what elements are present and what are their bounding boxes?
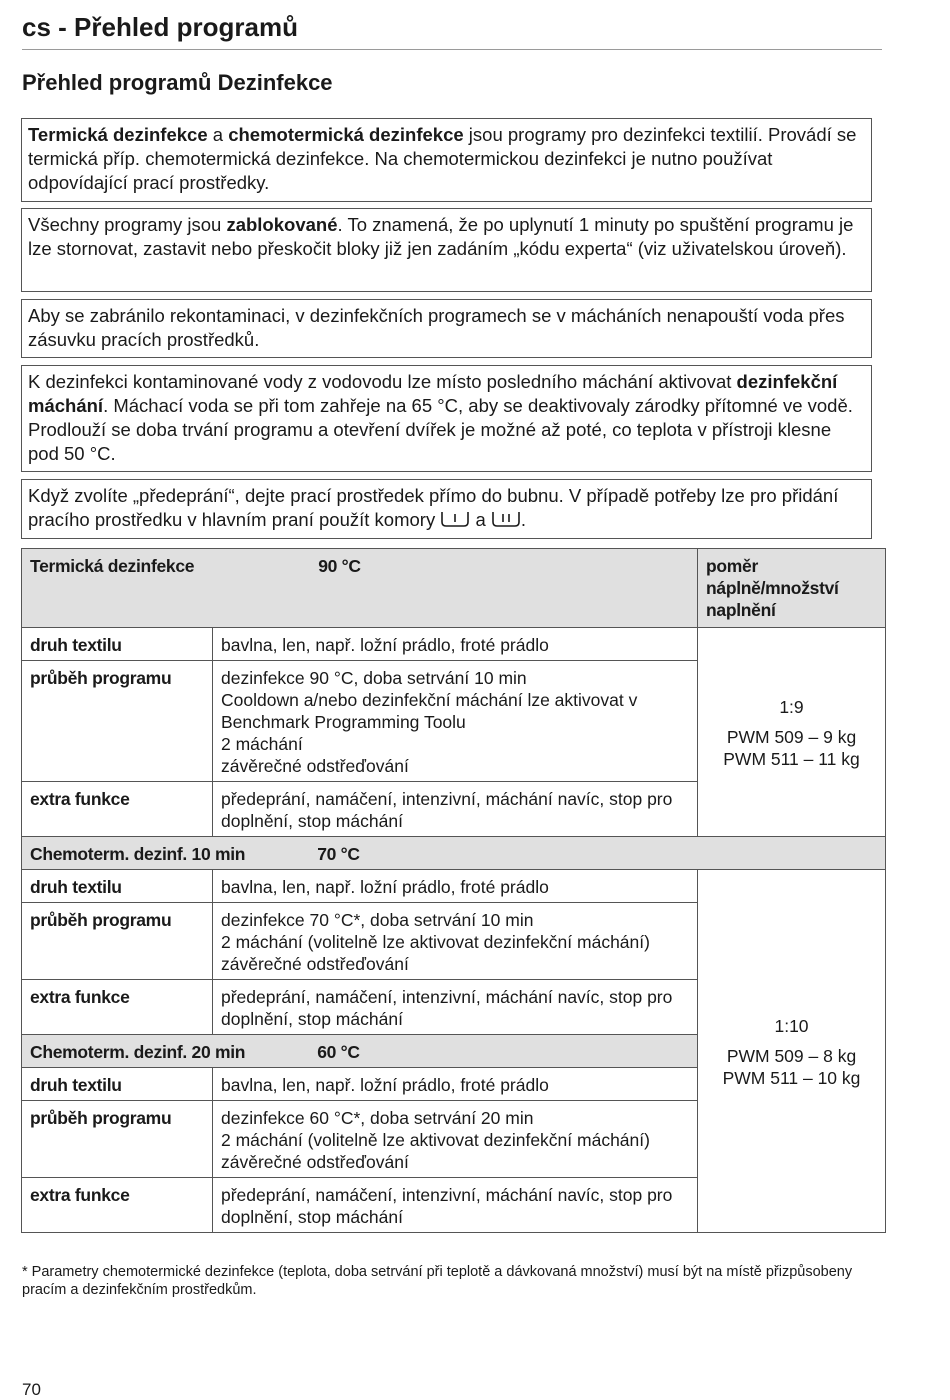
row-value [213,661,698,782]
row-value [213,903,698,980]
compartment-1-icon [440,510,470,528]
row-value: bavlna, len, např. ložní prádlo, froté prádlo [213,870,698,903]
course-step: závěrečné odstřeďování [221,1152,409,1172]
program-header-chemo-10 [22,837,886,870]
course-step: 2 máchání (volitelně lze aktivovat dezinfekční máchání) [221,1130,650,1150]
row-label: extra funkce [22,782,213,837]
box-text: Všechny programy jsou [28,214,227,235]
bold-term-disinfection-rinse: dezinfekční máchání [28,371,838,416]
course-step: 2 máchání [221,734,303,754]
page-number: 70 [22,1380,41,1399]
info-box-locked-programs [21,208,872,292]
info-box-recontamination [21,299,872,358]
row-value: předeprání, namáčení, intenzivní, máchání navíc, stop pro doplnění, stop máchání [213,980,698,1035]
row-value: bavlna, len, např. ložní prádlo, froté prádlo [213,628,698,661]
row-value: předeprání, namáčení, intenzivní, máchání navíc, stop pro doplnění, stop máchání [213,1178,698,1233]
program-table [21,548,886,1233]
box-text: a [470,509,491,530]
row-label: průběh programu [22,1101,213,1178]
row-label: druh textilu [22,1068,213,1101]
header-divider [22,49,882,50]
box-text: Aby se zabránilo rekontaminaci, v dezinfekčních programech se v mácháních nenapouští voda přes zásuvku pracích prostředků. [28,305,845,350]
load-capacity: PWM 509 – 8 kg [726,1046,857,1066]
info-box-prewash [21,479,872,539]
program-header-cell [22,549,698,628]
section-title: Přehled programů Dezinfekce [22,70,333,95]
program-name: Termická dezinfekce [30,556,195,576]
program-header-thermal [22,549,886,628]
box-text: Když zvolíte „předeprání“, dejte prací prostředek přímo do bubnu. V případě potřeby lze pro přidání pracího prostředku v hlavním praní použít komory [28,485,839,530]
course-step: závěrečné odstřeďování [221,954,409,974]
row-value: bavlna, len, např. ložní prádlo, froté prádlo [213,1068,698,1101]
page-header-title: cs - Přehled programů [22,12,298,42]
program-header-cell [22,837,886,870]
row-label: druh textilu [22,628,213,661]
compartment-2-icon [491,510,521,528]
box-text: jsou programy pro dezinfekci textilií. Provádí se termická příp. chemotermická dezinfekce. Na chemotermickou dezinfekci je nutno používat odpovídající prací prostředky. [28,124,857,193]
bold-term-locked: zablokované [226,214,338,235]
load-ratio-cell [698,628,886,837]
program-name: Chemoterm. dezinf. 10 min [30,844,246,864]
row-label: druh textilu [22,870,213,903]
program-temperature: 70 °C [317,844,360,864]
box-text: . [520,509,527,530]
row-label: průběh programu [22,903,213,980]
program-temperature: 60 °C [317,1042,360,1062]
load-capacity: PWM 509 – 9 kg [726,727,857,747]
course-step: Cooldown a/nebo dezinfekční máchání lze aktivovat v Benchmark Programming Toolu [221,690,638,732]
course-step: dezinfekce 60 °C*, doba setrvání 20 min [221,1108,534,1128]
course-step: dezinfekce 90 °C, doba setrvání 10 min [221,668,527,688]
box-text: a [207,124,229,145]
box-text: . To znamená, že po uplynutí 1 minuty po spuštění programu je lze stornovat, zastavit nebo přeskočit bloky již jen zadáním „kódu experta“ (viz uživatelskou úroveň). [28,214,854,259]
row-label: extra funkce [22,1178,213,1233]
program-temperature: 90 °C [318,556,361,576]
info-box-disinfection-intro [21,118,872,202]
course-step: závěrečné odstřeďování [221,756,409,776]
box-text: . Máchací voda se při tom zahřeje na 65 °C, aby se deaktivovaly zárodky přítomné ve vodě. Prodlouží se doba trvání programu a otevření dvířek je možné až poté, co teplota v přístroji klesne pod 50 °C. [28,395,853,464]
bold-term-thermal: Termická dezinfekce [28,124,208,145]
row-value: předeprání, namáčení, intenzivní, máchání navíc, stop pro doplnění, stop máchání [213,782,698,837]
program-name: Chemoterm. dezinf. 20 min [30,1042,246,1062]
load-ratio-cell [698,870,886,1233]
load-ratio: 1:10 [774,1016,809,1036]
row-label: extra funkce [22,980,213,1035]
row-label: průběh programu [22,661,213,782]
program-header-cell [22,1035,698,1068]
course-step: dezinfekce 70 °C*, doba setrvání 10 min [221,910,534,930]
footnote: * Parametry chemotermické dezinfekce (teplota, doba setrvání při teplotě a dávkovaná množství) musí být na místě přizpůsobeny pracím a dezinfekčním prostředkům. [22,1264,853,1298]
load-capacity: PWM 511 – 10 kg [722,1068,861,1088]
info-box-disinfection-rinse [21,365,872,472]
ratio-column-header: poměr náplně/množství naplnění [698,549,886,628]
load-ratio: 1:9 [779,697,804,717]
course-step: 2 máchání (volitelně lze aktivovat dezinfekční máchání) [221,932,650,952]
load-capacity: PWM 511 – 11 kg [723,749,860,769]
row-value [213,1101,698,1178]
box-text: K dezinfekci kontaminované vody z vodovodu lze místo posledního máchání aktivovat [28,371,737,392]
table-row [22,628,886,661]
table-row [22,870,886,903]
bold-term-chemothermal: chemotermická dezinfekce [228,124,464,145]
